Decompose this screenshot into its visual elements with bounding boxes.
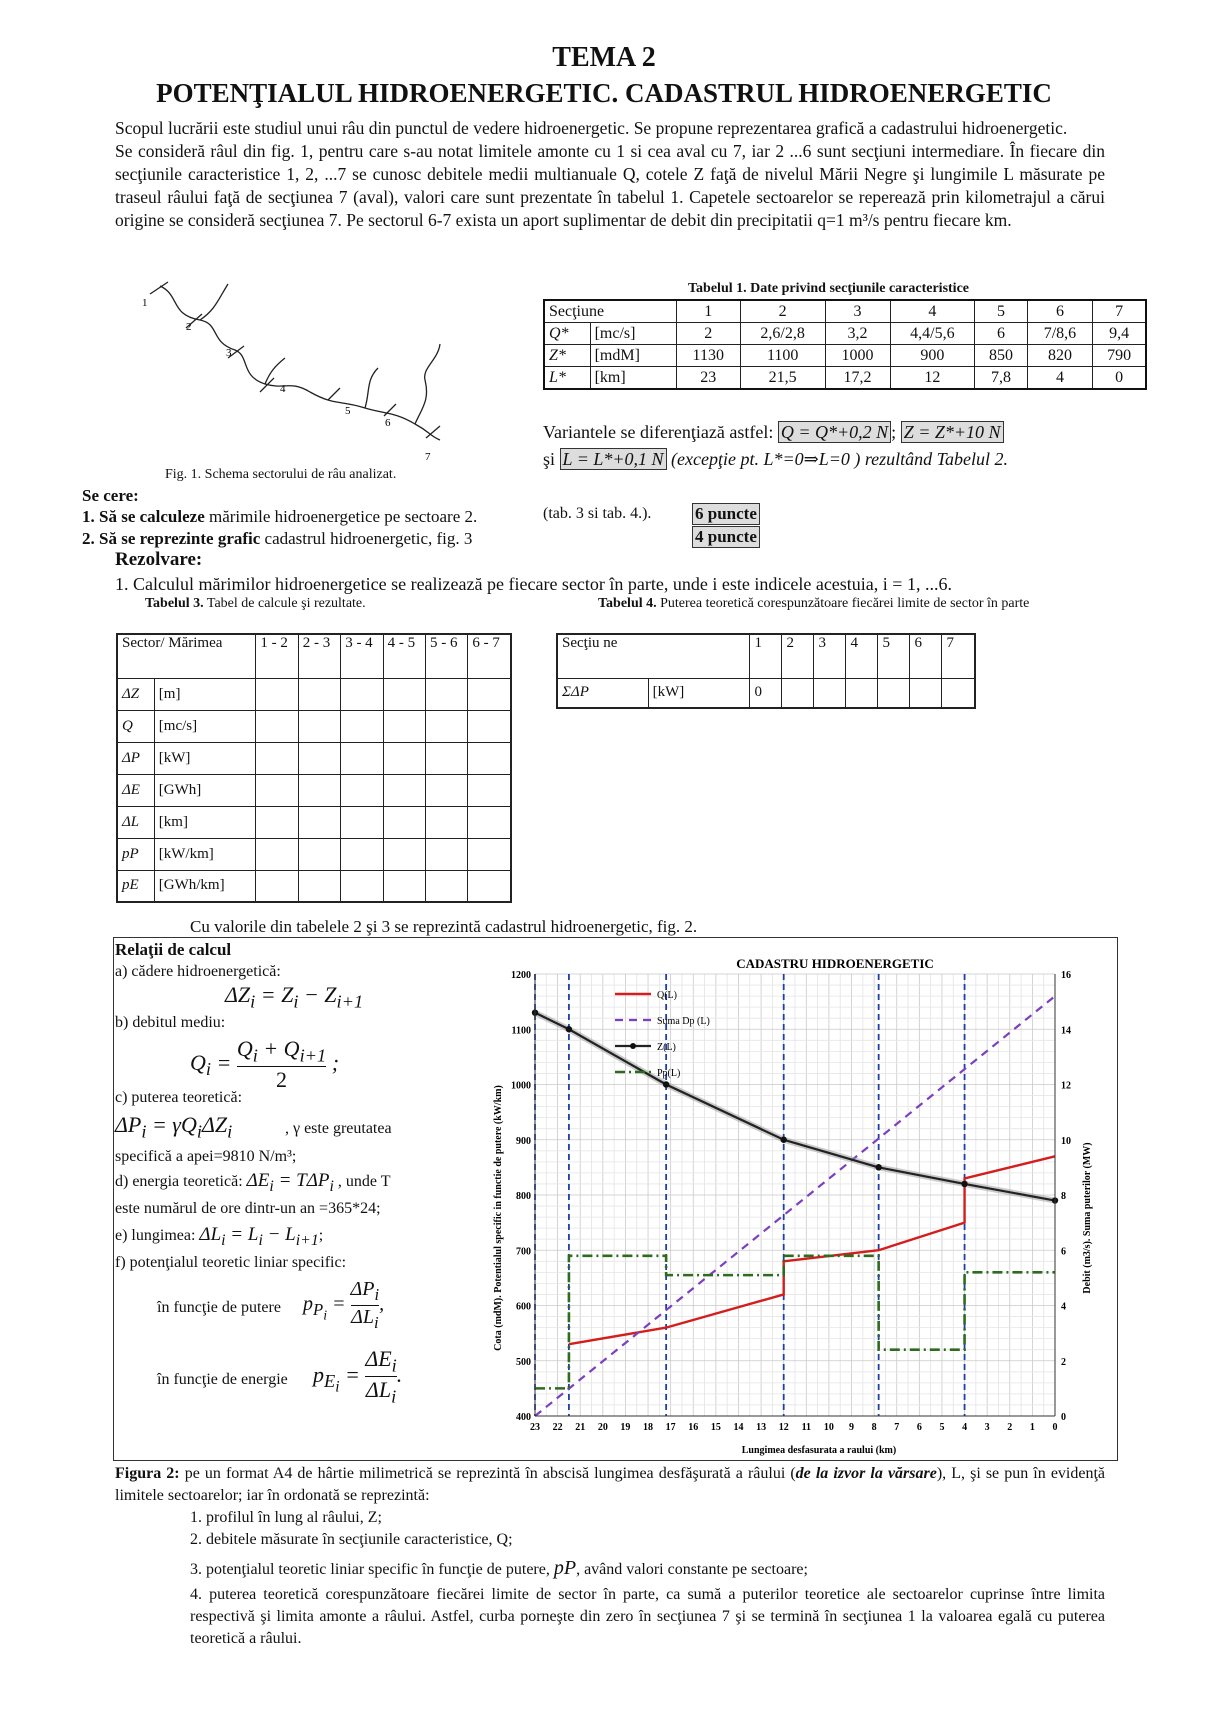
legend-marker	[630, 1043, 636, 1049]
table3-row	[117, 678, 511, 710]
resolution-heading: Rezolvare:	[115, 549, 203, 570]
table4-caption	[598, 596, 1029, 612]
y-tick-label: 400	[516, 1412, 531, 1423]
table3-row	[117, 742, 511, 774]
y2-tick-label: 12	[1061, 1080, 1071, 1092]
requirement-2-text: cadastrul hidroenergetic, fig. 3	[264, 529, 473, 548]
x-tick-label: 23	[530, 1422, 540, 1433]
requirement-2-bold: 2. Să se reprezinte grafic	[82, 529, 261, 548]
table1-cell: [km]	[590, 367, 676, 390]
relation-c-tail: , γ este greutatea	[285, 1120, 392, 1137]
table1-cell: 900	[890, 345, 975, 367]
variants-line-1	[543, 422, 1004, 443]
x-tick-label: 11	[801, 1422, 812, 1433]
requirement-1-bold: 1. Să se calculeze	[82, 507, 205, 526]
table1-cell: 1130	[676, 345, 740, 367]
river-tributary	[265, 358, 285, 384]
table3-unit-cell: [kW/km]	[154, 838, 256, 870]
table1-row-l	[544, 367, 1146, 390]
table3-row	[117, 838, 511, 870]
relation-e-label: e) lungimea:	[115, 1227, 196, 1244]
requirement-2-points: 4 puncte	[692, 526, 760, 548]
y-tick-label: 500	[516, 1356, 531, 1368]
relation-e: e) lungimea: $\Delta L_i = L_i - L_{i+1}$;	[115, 1224, 324, 1249]
series-z-point	[663, 1081, 669, 1087]
table1-section-cell: 1	[676, 300, 740, 323]
relation-f-label: f) potenţialul teoretic liniar specific:	[115, 1254, 347, 1271]
table3-sector-cell: 3 - 4	[341, 634, 383, 678]
relation-d: d) energia teoretică: $\Delta E_i = T\Delta P_i$ , unde T	[115, 1170, 391, 1195]
relation-f2-label: în funcţie de energie	[157, 1371, 288, 1388]
x-tick-label: 22	[552, 1422, 563, 1433]
resolution-text: 1. Calculul mărimilor hidroenergetice se realizează pe fiecare sector în parte, unde i este indicele acestuia, i = 1, ...6.	[115, 574, 952, 594]
fig2-item-4: 4. puterea teoretică corespunzătoare fiecărei limite de sector în parte, ca sumă a puterilor teoretice ale sectoarelor cuprinse între limita respectivă şi limita amonte a râului. Astfel, curba porneşte din zero în secţiunea 7 şi se termină în secţiunea 1 la valoarea egală cu puterea teoretică a râului.	[190, 1586, 1105, 1647]
x-tick-label: 9	[849, 1422, 855, 1433]
table1-cell: 820	[1027, 345, 1093, 367]
table3-unit-cell: [m]	[154, 678, 256, 710]
table3-sym-cell: ΔE	[117, 774, 154, 806]
table3-unit-cell: [GWh/km]	[154, 870, 256, 902]
y-tick-label: 700	[516, 1246, 531, 1258]
relations-heading: Relaţii de calcul	[115, 940, 232, 959]
title-text: TEMA 2	[552, 42, 656, 73]
table1-cell: 850	[975, 345, 1027, 367]
x-tick-label: 14	[733, 1422, 744, 1433]
fig1-label-1: 1	[142, 297, 148, 309]
x-tick-label: 16	[688, 1422, 699, 1433]
table1-cell: 1000	[825, 345, 890, 367]
relation-d-label: d) energia teoretică:	[115, 1173, 243, 1190]
series-z-point	[961, 1181, 967, 1187]
table4-caption-bold: Tabelul 4.	[598, 596, 657, 611]
requirements-heading: Se cere:	[82, 486, 139, 505]
requirement-1-ref: (tab. 3 si tab. 4.).	[543, 505, 652, 522]
table1-cell: 4	[1027, 367, 1093, 390]
x-tick-label: 20	[597, 1422, 608, 1433]
table1-cell: 2,6/2,8	[740, 323, 825, 345]
fig2-item-3-tail: , având valori constante pe sectoare;	[576, 1561, 808, 1578]
table4-section-cell: 2	[782, 634, 814, 678]
table1-cell: Q*	[544, 323, 590, 345]
legend-label: Suma Dp (L)	[657, 1016, 710, 1027]
requirement-1-text: mărimile hidroenergetice pe sectoare 2.	[209, 507, 478, 526]
fig2-caption-text2: ), L, şi se pun în evidenţă limitele sectoarelor; iar în ordonată se reprezintă:	[115, 1465, 1106, 1504]
table1-cell: 0	[1093, 367, 1146, 390]
intro-text	[115, 117, 1105, 232]
x-tick-label: 8	[871, 1422, 877, 1433]
y2-tick-label: 16	[1061, 970, 1071, 981]
variants-prefix: Variantele se diferenţiază astfel:	[543, 422, 774, 442]
table1-cell: 9,4	[1093, 323, 1146, 345]
relation-d-tail: , unde T	[337, 1173, 391, 1190]
cadastre-chart	[465, 948, 1105, 1456]
fig1-label-3: 3	[226, 347, 232, 359]
y-tick-label: 900	[516, 1135, 531, 1147]
requirement-2	[82, 529, 472, 549]
table3-sector-cell: 4 - 5	[383, 634, 425, 678]
table1-cell: 4,4/5,6	[890, 323, 975, 345]
table4-section-cell: 1	[750, 634, 782, 678]
y2-tick-label: 2	[1061, 1356, 1066, 1368]
variant-l-formula: L = L*+0,1 N	[560, 448, 667, 470]
table4-unit-cell: [kW]	[648, 678, 750, 708]
table3-sym-cell: ΔL	[117, 806, 154, 838]
river-tributary	[365, 368, 378, 408]
page-title	[0, 42, 1208, 74]
legend-label: Q(L)	[657, 990, 677, 1001]
y-tick-label: 800	[516, 1191, 531, 1202]
table1-cell: 790	[1093, 345, 1146, 367]
table1-cell: [mc/s]	[590, 323, 676, 345]
variants-suffix: (excepţie pt. L*=0⇒L=0 ) rezultând Tabelul 2.	[671, 449, 1009, 469]
fig2-item-3	[190, 1557, 808, 1581]
y-tick-label: 1100	[511, 1025, 531, 1037]
table3-sym-cell: pP	[117, 838, 154, 870]
table1-cell: Z*	[544, 345, 590, 367]
fig1-label-7: 7	[425, 451, 431, 463]
table3-unit-cell: [km]	[154, 806, 256, 838]
table3-caption	[145, 596, 366, 612]
table3-sym-cell: pE	[117, 870, 154, 902]
table4-section-cell: 7	[942, 634, 975, 678]
table3-caption-bold: Tabelul 3.	[145, 596, 204, 611]
variant-q-formula: Q = Q*+0,2 N	[778, 421, 891, 443]
table4-row	[557, 678, 975, 708]
table3-sector-cell: 1 - 2	[256, 634, 298, 678]
table3-sym-cell: ΔZ	[117, 678, 154, 710]
fig2-note: Cu valorile din tabelele 2 şi 3 se reprezintă cadastrul hidroenergetic, fig. 2.	[190, 917, 698, 936]
table1-cell: 7/8,6	[1027, 323, 1093, 345]
table1-section-cell: 5	[975, 300, 1027, 323]
intro-paragraph-2: Se consideră râul din fig. 1, pentru care s-au notat limitele amonte cu 1 si cea aval cu 7, iar 2 ...6 sunt secţiuni intermediare. În fiecare din secţiunile caracteristice 1, 2, ...7 se cunosc debitele medii multianuale Q, cotele Z faţă de nivelul Mării Negre şi lungimile L măsurate pe traseul râului faţă de secţiunea 7 (aval), valori care sunt prezentate în tabelul 1. Capetele sectoarelor se reperează prin kilometrajul a cărui origine se consideră secţiunea 7. Pe sectorul 6-7 exista un aport suplimentar de debit din precipitatii q=1 m³/s pentru fiecare km.	[115, 141, 1105, 230]
series-z-point	[875, 1164, 881, 1170]
table1-cell: 21,5	[740, 367, 825, 390]
table3-unit-cell: [GWh]	[154, 774, 256, 806]
relation-c-tail2: specifică a apei=9810 N/m³;	[115, 1148, 297, 1165]
river-tributary	[415, 344, 440, 424]
y-tick-label: 1000	[511, 1080, 531, 1092]
legend-label: Pp(L)	[657, 1068, 681, 1079]
x-tick-label: 10	[823, 1422, 834, 1433]
variants-line-2	[543, 449, 1008, 470]
requirement-1-points: 6 puncte	[692, 503, 760, 525]
table1-cell: [mdM]	[590, 345, 676, 367]
table3-row	[117, 710, 511, 742]
table1-section-cell: 4	[890, 300, 975, 323]
table1-header-row	[544, 300, 1146, 323]
fig2-caption-emph: de la izvor la vărsare	[795, 1465, 937, 1482]
table3-sym-cell: ΔP	[117, 742, 154, 774]
table4-corner-cell: Secţiu ne	[557, 634, 750, 678]
x-tick-label: 15	[710, 1422, 721, 1433]
relation-c-formula: $\Delta P_i = \gamma Q_i\Delta Z_i$	[115, 1112, 233, 1142]
fig2-caption-bold: Figura 2:	[115, 1465, 180, 1482]
fig2-caption-text: pe un format A4 de hârtie milimetrică se reprezintă în abscisă lungimea desfăşurată a râului (	[184, 1465, 796, 1482]
page-subtitle: POTENŢIALUL HIDROENERGETIC. CADASTRUL HIDROENERGETIC	[156, 78, 1052, 108]
y-tick-label: 1200	[511, 970, 531, 981]
legend-label: Z(L)	[657, 1042, 676, 1053]
table4-header-row	[557, 634, 975, 678]
relation-f1-formula: $p_{P_i}$ = $\Delta P_i$ $\Delta L_i$ ,	[303, 1278, 385, 1332]
table3-sector-cell: 2 - 3	[298, 634, 340, 678]
x-tick-label: 2	[1007, 1422, 1013, 1433]
x-tick-label: 5	[939, 1422, 945, 1433]
table3-unit-cell: [mc/s]	[154, 710, 256, 742]
table1-cell: 2	[676, 323, 740, 345]
river-schema-figure	[140, 280, 480, 470]
table4-section-cell: 5	[878, 634, 910, 678]
relation-b-label: b) debitul mediu:	[115, 1014, 226, 1031]
table4-value-cell: 0	[750, 678, 782, 708]
table1-cell: 3,2	[825, 323, 890, 345]
relation-f1-label: în funcţie de putere	[157, 1299, 281, 1316]
fig1-label-6: 6	[385, 417, 391, 429]
table1-section-cell: 3	[825, 300, 890, 323]
x-tick-label: 13	[756, 1422, 767, 1433]
relation-d-tail2: este numărul de ore dintr-un an =365*24;	[115, 1200, 381, 1217]
table1-cell: 1100	[740, 345, 825, 367]
table4	[556, 633, 976, 709]
fig1-label-4: 4	[280, 383, 286, 395]
table3-row	[117, 774, 511, 806]
table3-row	[117, 806, 511, 838]
x-tick-label: 4	[962, 1422, 968, 1433]
table1-cell: 12	[890, 367, 975, 390]
intro-paragraph-1: Scopul lucrării este studiul unui râu din punctul de vedere hidroenergetic. Se propune reprezentarea grafică a cadastrului hidroenergetic.	[115, 118, 1068, 138]
table1-cell: 23	[676, 367, 740, 390]
x-tick-label: 17	[665, 1422, 676, 1433]
y2-tick-label: 8	[1061, 1191, 1066, 1202]
table1-row-z	[544, 345, 1146, 367]
fig1-label-5: 5	[345, 405, 351, 417]
relation-f2-formula: $p_{E_i}$ = $\Delta E_i$ $\Delta L_i$ .	[313, 1346, 403, 1407]
table4-section-cell: 4	[846, 634, 878, 678]
table3-caption-text: Tabel de calcule şi rezultate.	[206, 596, 366, 611]
table1-row-q	[544, 323, 1146, 345]
table3-sym-cell: Q	[117, 710, 154, 742]
table1	[543, 299, 1147, 390]
fig1-label-2: 2	[186, 321, 192, 333]
x-tick-label: 6	[916, 1422, 922, 1433]
fig2-item-3-text: 3. potenţialul teoretic liniar specific în funcţie de putere,	[190, 1561, 550, 1578]
chart-x-label: Lungimea desfasurata a raului (km)	[741, 1445, 897, 1456]
variants-separator: ;	[891, 422, 897, 442]
table3-corner-cell: Sector/ Mărimea	[117, 634, 256, 678]
y2-tick-label: 14	[1061, 1025, 1071, 1037]
y-tick-label: 600	[516, 1301, 531, 1313]
y2-tick-label: 0	[1061, 1412, 1066, 1423]
y2-tick-label: 4	[1061, 1301, 1066, 1313]
chart-y-label: Cota (mdM). Potentialul specific in functie de putere (kW/km)	[493, 1085, 504, 1351]
fig2-item-3-symbol: pP	[553, 1557, 577, 1579]
table1-cell: L*	[544, 367, 590, 390]
table1-section-cell: 6	[1027, 300, 1093, 323]
chart-title: CADASTRU HIDROENERGETIC	[736, 956, 934, 971]
series-z-point	[780, 1137, 786, 1143]
table4-section-cell: 3	[814, 634, 846, 678]
table1-caption: Tabelul 1. Date privind secţiunile caracteristice	[688, 281, 969, 296]
requirement-1	[82, 507, 477, 527]
fig2-caption	[115, 1463, 1105, 1507]
x-tick-label: 7	[894, 1422, 900, 1433]
x-tick-label: 18	[643, 1422, 654, 1433]
table4-caption-text: Puterea teoretică corespunzătoare fiecărei limite de sector în parte	[660, 596, 1030, 611]
fig2-item-2: 2. debitele măsurate în secţiunile caracteristice, Q;	[190, 1531, 513, 1548]
variant-z-formula: Z = Z*+10 N	[901, 421, 1004, 443]
x-tick-label: 12	[778, 1422, 789, 1433]
x-tick-label: 3	[984, 1422, 990, 1433]
table1-header-cell: Secţiune	[544, 300, 676, 323]
y2-tick-label: 6	[1061, 1246, 1066, 1258]
table3	[116, 633, 512, 903]
river-tributary	[200, 284, 228, 320]
section-marks	[150, 282, 440, 438]
chart-grid	[535, 974, 1055, 1416]
table3-row	[117, 870, 511, 902]
table3-header-row	[117, 634, 511, 678]
river-main-line	[160, 286, 440, 440]
relation-b-formula: $Q_i$ = $\frac{Q_i + Q_{i+1}}{2}$ ;	[190, 1036, 340, 1093]
series-z-point	[566, 1026, 572, 1032]
fig2-item-1: 1. profilul în lung al râului, Z;	[190, 1509, 382, 1526]
table1-section-cell: 2	[740, 300, 825, 323]
x-tick-label: 0	[1052, 1422, 1058, 1433]
table4-section-cell: 6	[910, 634, 942, 678]
x-tick-label: 1	[1029, 1422, 1035, 1433]
x-tick-label: 19	[620, 1422, 631, 1433]
table1-cell: 6	[975, 323, 1027, 345]
x-tick-label: 21	[575, 1422, 586, 1433]
table1-section-cell: 7	[1093, 300, 1146, 323]
table3-unit-cell: [kW]	[154, 742, 256, 774]
relation-a-label: a) cădere hidroenergetică:	[115, 963, 281, 980]
y2-tick-label: 10	[1061, 1135, 1071, 1147]
chart-y2-label: Debit (m3/s). Suma puterilor (MW)	[1082, 1142, 1093, 1294]
variants-and: şi	[543, 449, 556, 469]
relation-a-formula: $\Delta Z_i = Z_i - Z_{i+1}$	[225, 982, 364, 1012]
table3-sector-cell: 5 - 6	[426, 634, 468, 678]
fig1-caption: Fig. 1. Schema sectorului de râu analizat.	[165, 467, 397, 482]
table1-cell: 17,2	[825, 367, 890, 390]
table1-cell: 7,8	[975, 367, 1027, 390]
table3-sector-cell: 6 - 7	[468, 634, 511, 678]
table4-sym-cell: ΣΔP	[557, 678, 648, 708]
relation-c-label: c) puterea teoretică:	[115, 1089, 243, 1106]
